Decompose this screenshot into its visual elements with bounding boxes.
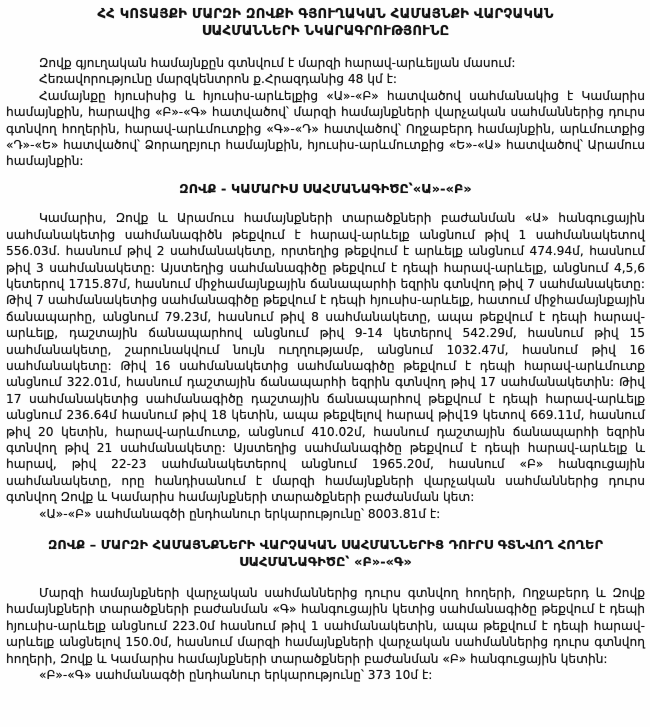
section-ab-body-paragraph: Կամարիս, Զովք և Արամուս համայնքների տարածքների բաժանման «Ա» հանգուցային սահմանակետից սահմանագիծն թեքվում է հարավ-արևելք անցնում թիվ 1 սահմանակետով 556.03մ. հասնում թիվ 2 սահմանակետը, որտեղից թեքվում է արևելք անցնում 474.94մ, հասնում թիվ 3 սահմանակետը: Այստեղից սահմանագիծը թեքվում է դեպի հարավ-արևելք, անցնում 4,5,6 կետերով 1715.87մ, հասնում միջհամայնքային ճանապարհի եզրին գտնվող թիվ 7 սահմանակետը: Թիվ 7 սահմանակետից սահմանագիծը թեքվում է դեպի հյուսիս-արևելք, հատում միջհամայնքային ճանապարհը, անցնում 79.23մ, հասնում թիվ 8 սահմանակետը, ապա թեքվում է դեպի հարավ-արևելք, դաշտային ճանապարհով անցնում թիվ 9-14 կետերով 542.29մ, հասնում թիվ 15 սահմանակետը, շարունակվում նույն ուղղությամբ, անցնում 1032.47մ, հասնում թիվ 16 սահմանակետը: Թիվ 16 սահմանակետից սահմանագիծը թեքվում է դեպի հարավ-արևմուտք անցնում 322.01մ, հասնում դաշտային ճանապարհի եզրին գտնվող թիվ 17 սահմանակետին: Թիվ 17 սահմանակետից սահմանագիծը դաշտային ճանապարհով թեքվում է դեպի հարավ-արևելք անցնում 236.64մ հասնում թիվ 18 կետին, ապա թեքվելով հարավ թիվ19 կետով 669.11մ, հասնում թիվ 20 կետին, հարավ-արևմուտք, անցնում 410.02մ, հասնում դաշտային ճանապարհի եզրին գտնվող թիվ 21 սահմանակետը: Այստեղից սահմանագիծը թեքվում է դեպի հարավ-արևելք և հարավ, թիվ 22-23 սահմանակետերով անցնում 1965.20մ, հասնում «Բ» հանգուցային սահմանակետը, որը հանդիսանում է մարզի համայնքների վարչական սահմաններից դուրս գտնվող Զովք և Կամարիս համայնքների տարածքների բաժանման կետ: [6,211,645,505]
intro-neighbors-paragraph: Համայնքը հյուսիսից և հյուսիս-արևելքից «Ա»-«Բ» հատվածով սահմանակից է Կամարիս համայնքին, հարավից «Բ»-«Գ» հատվածով՝ մարզի համայնքների վարչական սահմաններից դուրս գտնվող հողերին, հարավ-արևմուտքից «Գ»-«Դ» հատվածով՝ Ողջաբերդ համայնքին, արևմուտքից «Դ»-«Ե» հատվածով՝ Ձորաղբյուր համայնքին, հյուսիս-արևմուտքից «Ե»-«Ա» հատվածով՝ Արամուս համայնքին: [6,88,645,169]
intro-distance-paragraph: Հեռավորությունը մարզկենտրոն ք.Հրազդանից 48 կմ է: [39,72,397,87]
section-ab-heading: ԶՈՎՔ - ԿԱՄԱՐԻՍ ՍԱՀՄԱՆԱԳԻԾԸ՝«Ա»-«Բ» [179,181,472,197]
section-bg-body-paragraph: Մարզի համայնքների վարչական սահմաններից դուրս գտնվող հողերի, Ողջաբերդ և Զովք համայնքների տարածքների բաժանման «Գ» հանգուցային կետից սահմանագիծը թեքվում է դեպի հյուսիս-արևելք անցնում 223.0մ հասնում թիվ 1 սահմանակետին, ապա թեքվում է դեպի հարավ-արևելք անցնելով 150.0մ, հասնում մարզի համայնքների վարչական սահմաններից դուրս գտնվող հողերի, Զովք և Կամարիս համայնքների տարածքների բաժանման «Բ» հանգուցային կետին: [6,586,645,666]
section-bg-heading-line1: ԶՈՎՔ – ՄԱՐԶԻ ՀԱՄԱՅՆՔՆԵՐԻ ՎԱՐՉԱԿԱՆ ՍԱՀՄԱՆՆԵՐԻՑ ԴՈՒՐՍ ԳՏՆՎՈՂ ՀՈՂԵՐ [47,538,604,554]
intro-location-paragraph: Զովք գյուղական համայնքըն գտնվում է մարզի հարավ-արևելյան մասում: [39,56,516,70]
document-title [6,7,645,40]
section-bg-heading-line2: ՍԱՀՄԱՆԱԳԻԾԸ՝ «Բ»-«Գ» [239,554,412,570]
section-bg-heading [6,538,645,571]
document-title-line2: ՍԱՀՄԱՆՆԵՐԻ ՆԿԱՐԱԳՐՈՒԹՅՈՒՆԸ [201,23,450,39]
section-ab-total-length: «Ա»-«Բ» սահմանագծի ընդհանուր երկարությունը՝ 8003.81մ է: [39,506,441,521]
document-title-line1: ՀՀ ԿՈՏԱՅՔԻ ՄԱՐԶԻ ԶՈՎՔԻ ԳՅՈՒՂԱԿԱՆ ՀԱՄԱՅՆՔԻ ՎԱՐՉԱԿԱՆ [97,7,554,22]
section-bg-total-length: «Բ»-«Գ» սահմանագծի ընդհանուր երկարությունը՝ 373 10մ է: [39,668,433,683]
